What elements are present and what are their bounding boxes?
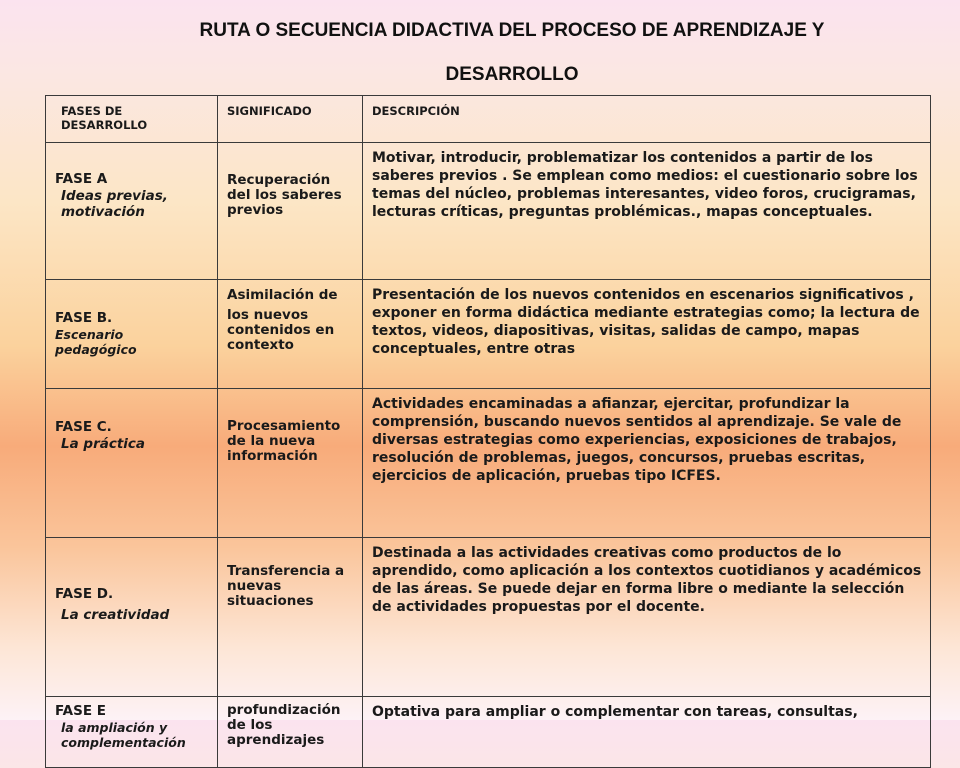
table-row xyxy=(46,697,931,768)
meaning-line: los nuevos contenidos en contexto xyxy=(227,307,335,353)
phase-subtitle: La creatividad xyxy=(61,607,170,623)
phase-cell xyxy=(46,697,218,768)
phase-name: FASE A xyxy=(55,171,108,187)
description-cell: Destinada a las actividades creativas como productos de lo aprendido, como aplicación a los contextos cuotidianos y académicos de las áreas. Se puede dejar en forma libre o mediante la selección de actividades propuestas por el docente. xyxy=(363,538,931,697)
description-cell: Presentación de los nuevos contenidos en escenarios significativos , exponer en forma didáctica mediante estrategias como; la lectura de textos, videos, diapositivas, visitas, salidas de campo, mapas conceptuales, entre otras xyxy=(363,280,931,389)
phase-subtitle: Ideas previas, motivación xyxy=(61,188,168,220)
table-row xyxy=(46,389,931,538)
phase-subtitle: Escenario pedagógico xyxy=(55,327,137,357)
description-cell: Optativa para ampliar o complementar con tareas, consultas, xyxy=(363,697,931,768)
description-cell: Actividades encaminadas a afianzar, ejercitar, profundizar la comprensión, buscando nuevos sentidos al aprendizaje. Se vale de diversas estrategias como experiencias, exposiciones de trabajos, resolución de problemas, juegos, concursos, pruebas escritas, ejercicios de aplicación, pruebas tipo ICFES. xyxy=(363,389,931,538)
phase-subtitle: La práctica xyxy=(61,436,146,452)
description-cell: Motivar, introducir, problematizar los contenidos a partir de los saberes previos . Se emplean como medios: el cuestionario sobre los temas del núcleo, problemas interesantes, video foros, crucigramas, lecturas críticas, preguntas problémicas., mapas conceptuales. xyxy=(363,143,931,280)
phase-name: FASE B. xyxy=(55,310,113,326)
table-row xyxy=(46,280,931,389)
phase-cell xyxy=(46,280,218,389)
meaning-cell: profundización de los aprendizajes xyxy=(218,697,363,768)
meaning-cell: Procesamiento de la nueva información xyxy=(218,389,363,538)
phase-name: FASE D. xyxy=(55,586,114,602)
phase-name: FASE C. xyxy=(55,419,112,435)
table-row xyxy=(46,143,931,280)
phase-cell xyxy=(46,143,218,280)
phase-cell xyxy=(46,538,218,697)
column-header-meaning: SIGNIFICADO xyxy=(218,96,363,143)
phase-name: FASE E xyxy=(55,703,106,719)
column-header-phases: FASES DE DESARROLLO xyxy=(46,96,218,143)
table-header-row xyxy=(46,96,931,143)
page-title: RUTA O SECUENCIA DIDACTIVA DEL PROCESO DE APRENDIZAJE Y xyxy=(199,20,825,41)
meaning-cell: Transferencia a nuevas situaciones xyxy=(218,538,363,697)
phase-cell xyxy=(46,389,218,538)
meaning-line: Asimilación de xyxy=(227,287,338,303)
page-title-continuation: DESARROLLO xyxy=(445,64,579,85)
table-row xyxy=(46,538,931,697)
meaning-cell: Recuperación del los saberes previos xyxy=(218,143,363,280)
phases-table xyxy=(45,95,931,768)
phase-subtitle: la ampliación y complementación xyxy=(61,720,186,750)
column-header-description: DESCRIPCIÓN xyxy=(363,96,931,143)
meaning-cell xyxy=(218,280,363,389)
